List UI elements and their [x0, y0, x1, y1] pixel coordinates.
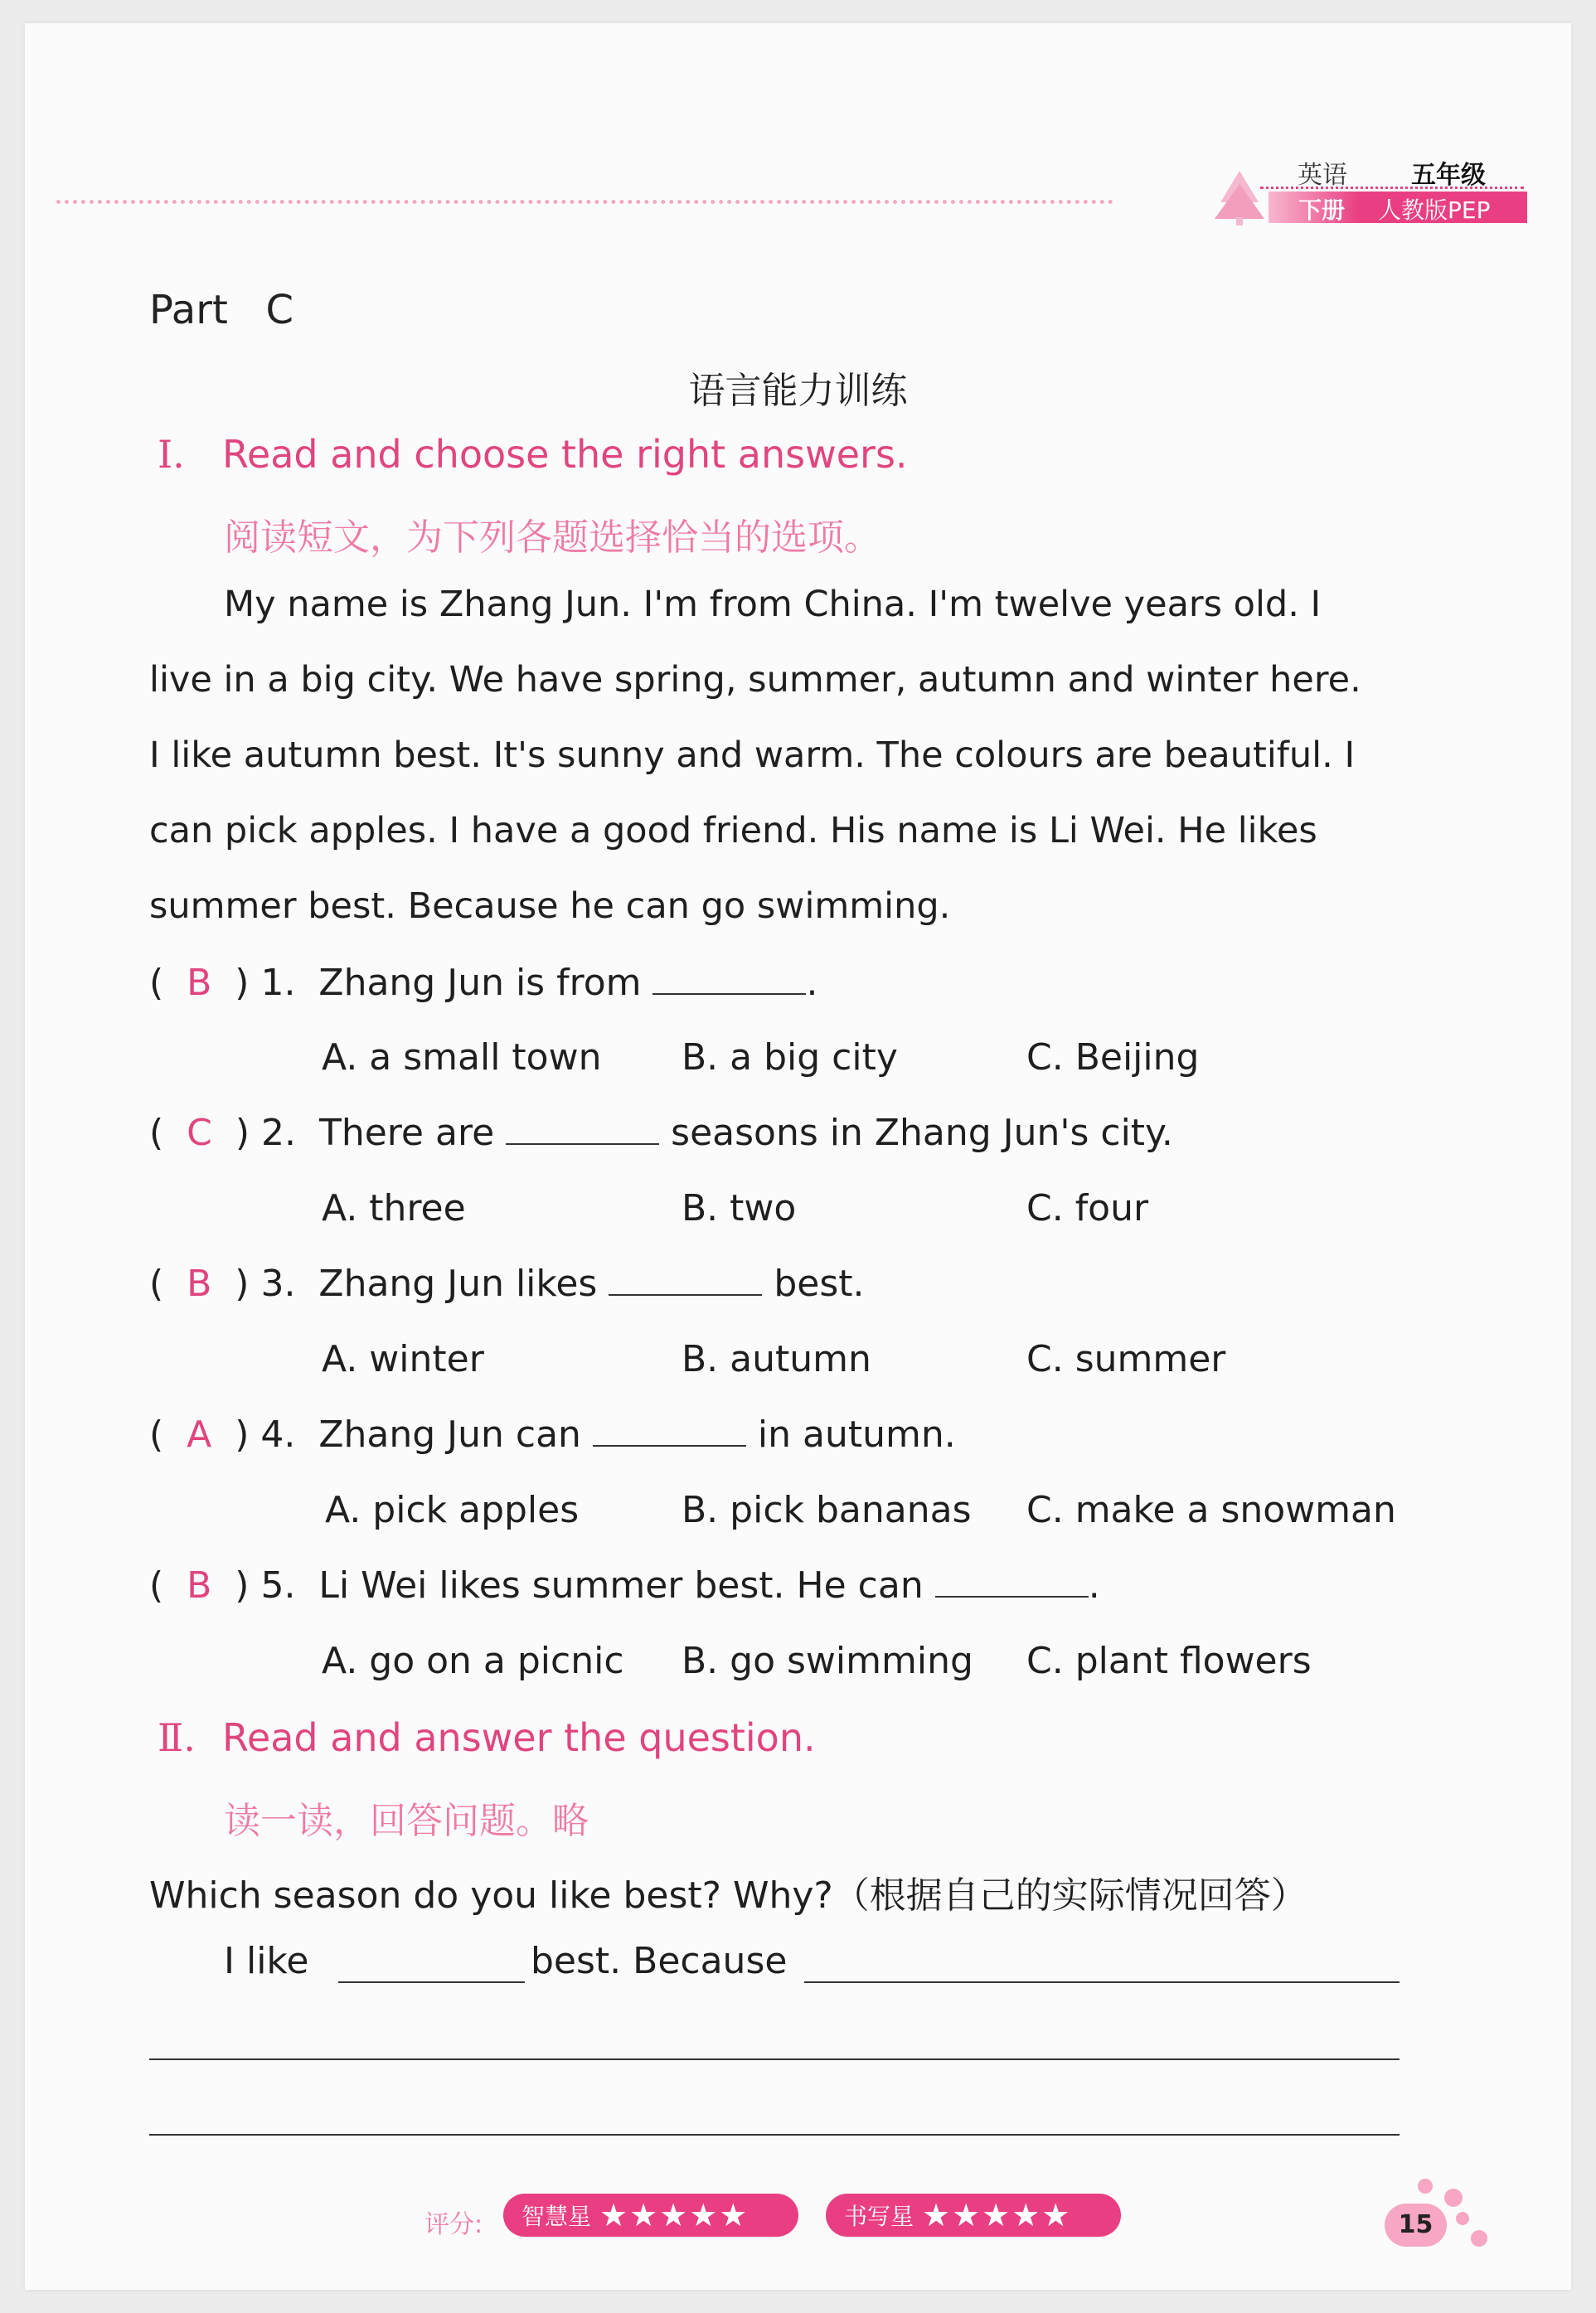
season-blank[interactable]	[338, 1981, 525, 1983]
wisdom-star-label: 智慧星	[521, 2203, 592, 2230]
option-b: B. a big city	[682, 1036, 898, 1079]
i-like-label: I like	[224, 1940, 309, 1982]
answer-mark: C	[187, 1112, 212, 1154]
star-icons: ★★★★★	[599, 2197, 749, 2233]
question-number: 5.	[260, 1564, 296, 1607]
writing-star-label: 书写星	[844, 2203, 914, 2230]
header-edition: 人教版PEP	[1378, 196, 1491, 224]
section1-subheading: 阅读短文，为下列各题选择恰当的选项。	[224, 516, 880, 559]
workbook-page	[25, 23, 1571, 2290]
question-row: ( A ) 4. Zhang Jun can in autumn.	[149, 1414, 956, 1456]
part-title: Part C	[149, 287, 294, 333]
option-a: A. three	[322, 1187, 466, 1229]
answer-blank[interactable]	[935, 1571, 1089, 1598]
answer-blank[interactable]	[593, 1420, 746, 1447]
question-stem: There are	[318, 1112, 495, 1154]
passage-line: can pick apples. I have a good friend. His name is Li Wei. He likes	[149, 810, 1317, 851]
header-grade: 五年级	[1411, 161, 1486, 190]
section2-numeral: Ⅱ.	[158, 1715, 196, 1760]
question-stem: Li Wei likes summer best. He can	[318, 1564, 924, 1607]
best-because-label: best. Because	[531, 1940, 788, 1982]
section2-subheading: 读一读，回答问题。略	[224, 1800, 589, 1842]
section2-question: Which season do you like best? Why?（根据自己的实际情况回答）	[149, 1874, 1307, 1917]
header-dotted-rule	[56, 200, 1113, 204]
option-c: C. make a snowman	[1026, 1489, 1396, 1531]
question-stem: Zhang Jun likes	[318, 1263, 598, 1305]
question-number: 4.	[260, 1414, 296, 1456]
reason-blank[interactable]	[804, 1981, 1400, 1983]
passage-line: I like autumn best. It's sunny and warm. The colours are beautiful. I	[149, 735, 1356, 776]
option-a: A. a small town	[322, 1036, 602, 1079]
option-a: A. go on a picnic	[322, 1640, 624, 1682]
question-tail: best.	[774, 1263, 865, 1305]
score-label: 评分:	[424, 2210, 483, 2239]
answer-mark: A	[187, 1414, 212, 1456]
option-c: C. four	[1026, 1187, 1149, 1229]
option-b: B. two	[682, 1187, 797, 1229]
decor-dot	[1471, 2230, 1487, 2247]
answer-mark: B	[187, 1564, 212, 1607]
question-tail: .	[1088, 1564, 1100, 1607]
decor-dot	[1418, 2179, 1433, 2194]
star-icons: ★★★★★	[922, 2197, 1072, 2233]
tree-icon	[1202, 169, 1277, 227]
question-tail: seasons in Zhang Jun's city.	[671, 1112, 1173, 1154]
question-stem: Zhang Jun can	[318, 1414, 581, 1456]
question-number: 1.	[260, 962, 296, 1004]
passage-line: live in a big city. We have spring, summer, autumn and winter here.	[149, 659, 1361, 701]
decor-dot	[1444, 2189, 1463, 2207]
page-number: 15	[1385, 2204, 1447, 2247]
question-row: ( B ) 1. Zhang Jun is from .	[149, 962, 818, 1004]
passage-line: summer best. Because he can go swimming.	[149, 885, 951, 927]
option-b: B. autumn	[682, 1338, 871, 1380]
writing-line[interactable]	[149, 2134, 1400, 2136]
answer-mark: B	[187, 962, 212, 1004]
option-c: C. plant flowers	[1026, 1640, 1312, 1682]
writing-line[interactable]	[149, 2058, 1400, 2060]
option-c: C. summer	[1026, 1338, 1226, 1380]
header-subject: 英语	[1298, 161, 1347, 190]
question-row: ( B ) 3. Zhang Jun likes best.	[149, 1263, 865, 1305]
question-stem: Zhang Jun is from	[318, 962, 642, 1004]
option-b: B. pick bananas	[682, 1489, 972, 1531]
answer-blank[interactable]	[506, 1118, 659, 1145]
answer-blank[interactable]	[609, 1269, 762, 1296]
answer-mark: B	[187, 1263, 212, 1305]
section-title: 语言能力训练	[688, 370, 908, 412]
section2-heading: Read and answer the question.	[222, 1715, 816, 1760]
section1-numeral: Ⅰ.	[158, 432, 185, 477]
header-underline	[1260, 187, 1524, 189]
answer-blank[interactable]	[652, 968, 806, 995]
section1-heading: Read and choose the right answers.	[222, 432, 908, 477]
question-tail: in autumn.	[757, 1414, 956, 1456]
question-tail: .	[806, 962, 818, 1004]
decor-dot	[1456, 2212, 1469, 2225]
question-row: ( C ) 2. There are seasons in Zhang Jun's city.	[149, 1112, 1173, 1154]
question-number: 3.	[260, 1263, 296, 1305]
question-row: ( B ) 5. Li Wei likes summer best. He can .	[149, 1564, 1100, 1607]
option-c: C. Beijing	[1026, 1036, 1200, 1079]
option-a: A. pick apples	[325, 1489, 580, 1531]
writing-star-badge	[826, 2194, 1121, 2237]
option-a: A. winter	[322, 1338, 484, 1380]
passage-line: My name is Zhang Jun. I'm from China. I'm twelve years old. I	[224, 584, 1322, 625]
wisdom-star-badge	[503, 2194, 798, 2237]
option-b: B. go swimming	[682, 1640, 973, 1682]
question-number: 2.	[261, 1112, 296, 1154]
header-volume: 下册	[1298, 196, 1346, 224]
